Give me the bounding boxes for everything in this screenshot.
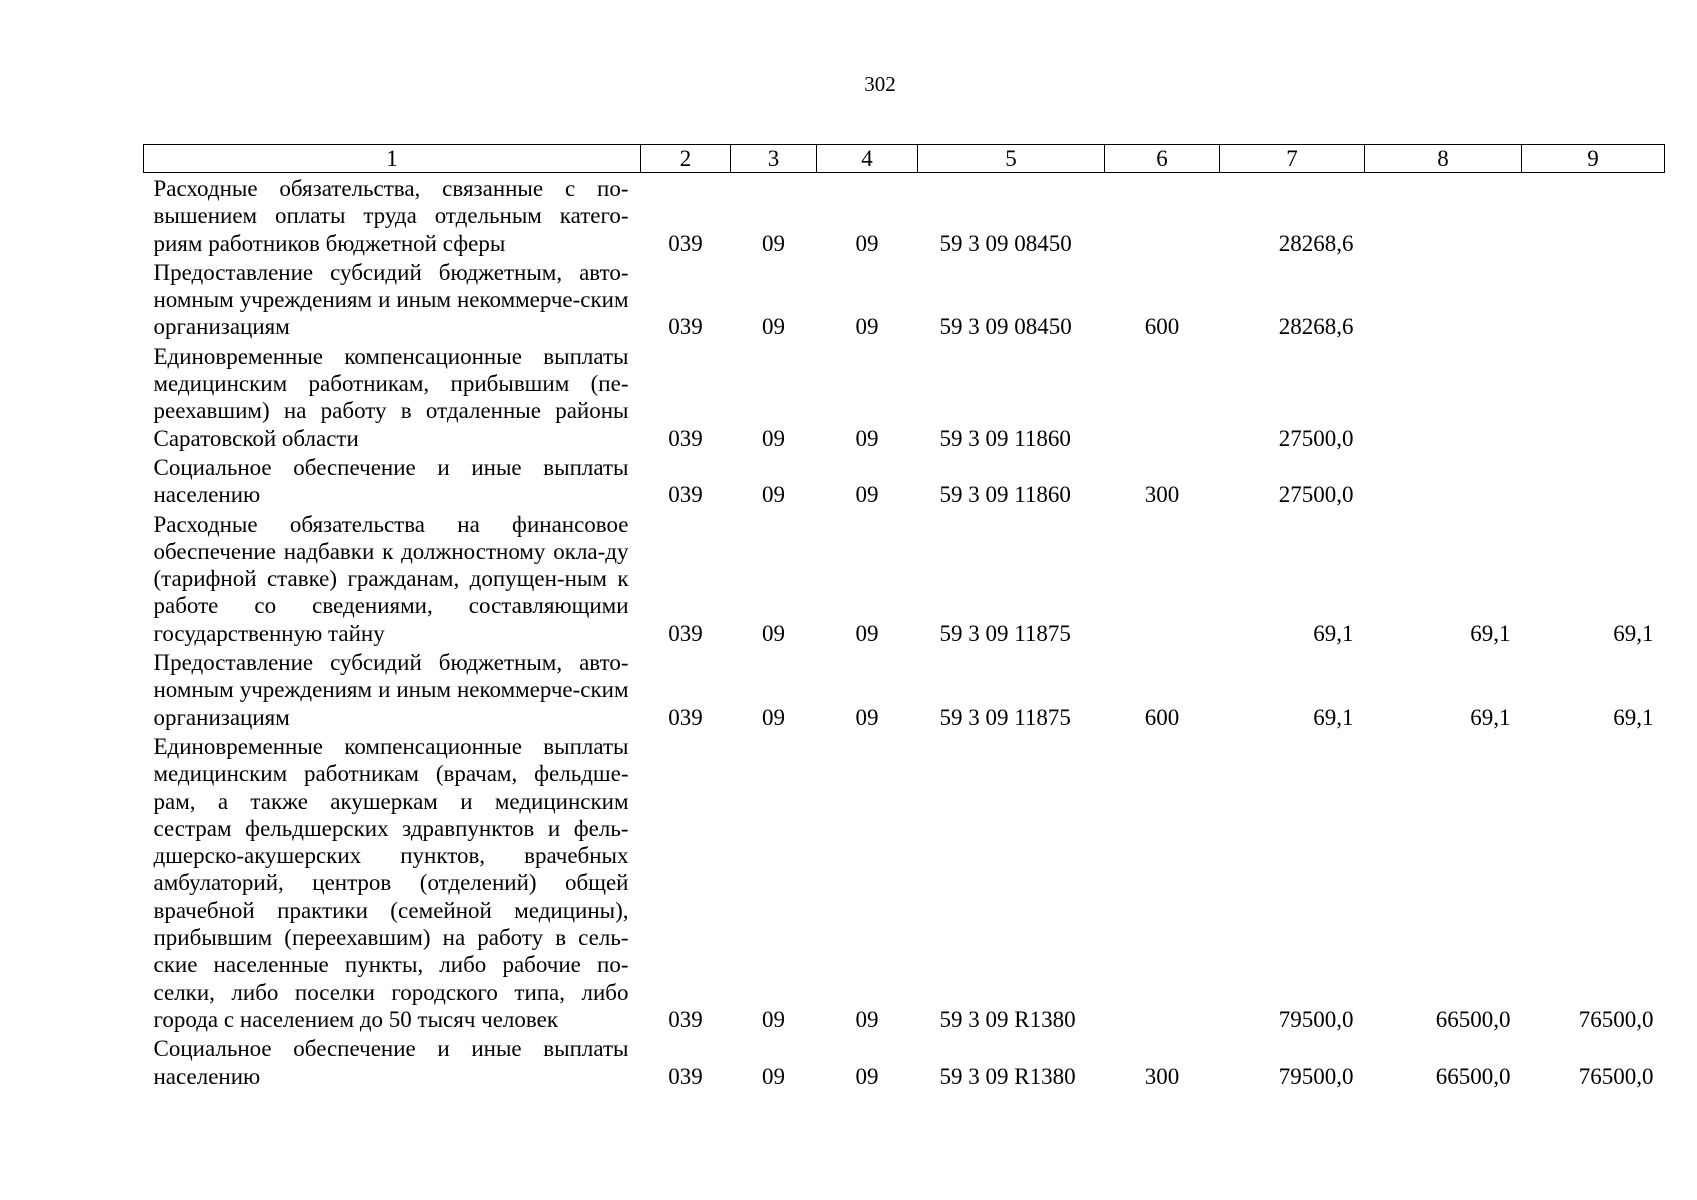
- amount-col-8: 69,1: [1470, 620, 1511, 646]
- section-code: 09: [762, 314, 785, 340]
- amount-col-9: 69,1: [1613, 620, 1654, 646]
- amount-col-7: 79500,0: [1278, 1063, 1354, 1089]
- table-row: [144, 341, 1665, 452]
- expense-type-code: 600: [1144, 314, 1180, 340]
- amount-col-8: 66500,0: [1435, 1006, 1511, 1032]
- page-number: 302: [864, 72, 896, 96]
- target-article-code: 59 3 09 11875: [939, 620, 1071, 646]
- target-article-code: 59 3 09 R1380: [939, 1063, 1076, 1089]
- section-code: 09: [762, 1063, 785, 1089]
- expense-name: Расходные обязательства, связанные с по-вышением оплаты труда отдельным катего-риям работников бюджетной сферы: [153, 176, 629, 256]
- expense-name: Социальное обеспечение и иные выплаты населению: [153, 454, 629, 508]
- amount-col-7: 79500,0: [1278, 1006, 1354, 1032]
- subsection-code: 09: [855, 704, 879, 730]
- expense-name: Единовременные компенсационные выплаты медицинским работникам, прибывшим (пе-реехавшим) на работу в отдаленные районы Саратовской области: [153, 343, 629, 451]
- amount-col-9: [1522, 341, 1665, 452]
- section-code: 09: [762, 1006, 785, 1032]
- grbs-code: 039: [668, 482, 703, 508]
- expense-name: Социальное обеспечение и иные выплаты населению: [153, 1036, 629, 1089]
- subsection-code: 09: [855, 425, 879, 451]
- subsection-code: 09: [855, 314, 879, 340]
- table-row: [144, 731, 1665, 1033]
- target-article-code: 59 3 09 08450: [939, 230, 1072, 256]
- col-header-1: 1: [144, 145, 641, 173]
- table-row: [144, 647, 1665, 731]
- grbs-code: 039: [668, 620, 703, 646]
- grbs-code: 039: [668, 704, 703, 730]
- expense-type-code: [1105, 341, 1220, 452]
- section-code: 09: [762, 230, 785, 256]
- col-header-3: 3: [731, 145, 817, 173]
- expense-type-code: 600: [1144, 704, 1180, 730]
- target-article-code: 59 3 09 11860: [939, 482, 1071, 508]
- subsection-code: 09: [855, 1006, 879, 1032]
- amount-col-8: [1365, 173, 1522, 257]
- target-article-code: 59 3 09 11860: [939, 425, 1071, 451]
- section-code: 09: [762, 482, 785, 508]
- expense-type-code: [1105, 509, 1220, 647]
- table-row: [144, 173, 1665, 257]
- amount-col-7: 28268,6: [1278, 314, 1354, 340]
- expense-type-code: [1105, 731, 1220, 1033]
- col-header-4: 4: [817, 145, 918, 173]
- grbs-code: 039: [668, 425, 703, 451]
- table-row: [144, 452, 1665, 509]
- amount-col-9: [1522, 452, 1665, 509]
- target-article-code: 59 3 09 08450: [939, 314, 1072, 340]
- amount-col-9: [1522, 173, 1665, 257]
- section-code: 09: [762, 425, 785, 451]
- amount-col-7: 69,1: [1313, 704, 1354, 730]
- table-row: [144, 1033, 1665, 1090]
- col-header-7: 7: [1220, 145, 1365, 173]
- table-row: [144, 257, 1665, 341]
- amount-col-8: [1365, 341, 1522, 452]
- amount-col-9: [1522, 257, 1665, 341]
- col-header-5: 5: [918, 145, 1105, 173]
- expense-type-code: [1105, 173, 1220, 257]
- grbs-code: 039: [668, 1006, 703, 1032]
- table-row: [144, 509, 1665, 647]
- amount-col-9: 76500,0: [1578, 1063, 1654, 1089]
- amount-col-9: 69,1: [1613, 704, 1654, 730]
- column-number-header-row: [144, 145, 1665, 173]
- col-header-6: 6: [1105, 145, 1220, 173]
- amount-col-7: 69,1: [1313, 620, 1354, 646]
- amount-col-8: [1365, 257, 1522, 341]
- amount-col-7: 27500,0: [1278, 425, 1354, 451]
- amount-col-8: 66500,0: [1435, 1063, 1511, 1089]
- grbs-code: 039: [668, 314, 703, 340]
- expense-name: Расходные обязательства на финансовое обеспечение надбавки к должностному окла-ду (тарифной ставке) гражданам, допущен-ным к работе со сведениями, составляющими государственную тайну: [153, 511, 629, 646]
- expense-name: Предоставление субсидий бюджетным, авто-номным учреждениям и иным некоммерче-ским организациям: [153, 259, 629, 340]
- subsection-code: 09: [855, 482, 879, 508]
- target-article-code: 59 3 09 11875: [939, 704, 1071, 730]
- amount-col-7: 27500,0: [1278, 482, 1354, 508]
- budget-table: [143, 144, 1665, 1090]
- expense-name: Единовременные компенсационные выплаты медицинским работникам (врачам, фельдше-рам, а также акушеркам и медицинским сестрам фельдшерских здравпунктов и фель-дшерско-акушерских пунктов, врачебных амбулаторий, центров (отделений) общей врачебной практики (семейной медицины), прибывшим (переехавшим) на работу в сель-ские населенные пункты, либо рабочие по-селки, либо поселки городского типа, либо города с населением до 50 тысяч человек: [153, 733, 629, 1032]
- amount-col-7: 28268,6: [1278, 230, 1354, 256]
- col-header-9: 9: [1522, 145, 1665, 173]
- amount-col-8: 69,1: [1470, 704, 1511, 730]
- expense-type-code: 300: [1144, 1063, 1180, 1089]
- grbs-code: 039: [668, 230, 703, 256]
- target-article-code: 59 3 09 R1380: [939, 1006, 1076, 1032]
- grbs-code: 039: [668, 1063, 703, 1089]
- section-code: 09: [762, 620, 785, 646]
- subsection-code: 09: [855, 1063, 879, 1089]
- amount-col-9: 76500,0: [1578, 1006, 1654, 1032]
- col-header-8: 8: [1365, 145, 1522, 173]
- subsection-code: 09: [855, 230, 879, 256]
- col-header-2: 2: [641, 145, 731, 173]
- expense-name: Предоставление субсидий бюджетным, авто-номным учреждениям и иным некоммерче-ским организациям: [153, 650, 629, 730]
- section-code: 09: [762, 704, 785, 730]
- amount-col-8: [1365, 452, 1522, 509]
- expense-type-code: 300: [1144, 482, 1180, 508]
- subsection-code: 09: [855, 620, 879, 646]
